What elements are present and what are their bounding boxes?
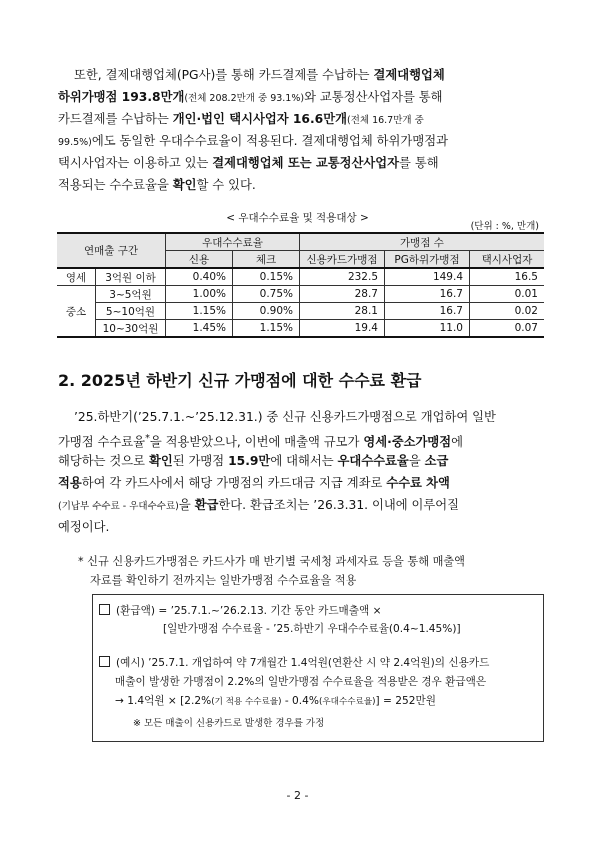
text-line: 또한, 결제대행업체(PG사)를 통해 카드결제를 수납하는 결제대행업체 <box>74 68 445 82</box>
row-pg-count: 16.7 <box>385 303 470 320</box>
text-line: 99.5%)에도 동일한 우대수수료율이 적용된다. 결제대행업체 하위가맹점과 <box>58 134 448 148</box>
row-credit-rate: 1.15% <box>166 303 233 320</box>
box-line: → 1.4억원 × [2.2%(기 적용 수수료율) - 0.4%(우대수수료율)] = 252만원 <box>115 695 436 707</box>
table-row <box>57 268 544 286</box>
text-line: 예정이다. <box>58 520 110 534</box>
row-taxi-count: 0.01 <box>470 286 545 303</box>
row-pg-count: 16.7 <box>385 286 470 303</box>
row-card-count: 232.5 <box>300 268 385 286</box>
row-range: 5~10억원 <box>96 303 166 320</box>
box-line: [일반가맹점 수수료율 - ’25.하반기 우대수수료율(0.4~1.45%)] <box>163 623 461 635</box>
subheader-check: 체크 <box>233 251 300 269</box>
paragraph-refund <box>58 406 541 538</box>
row-taxi-count: 0.07 <box>470 320 545 338</box>
header-sales-range: 연매출 구간 <box>57 233 166 268</box>
row-card-count: 28.1 <box>300 303 385 320</box>
row-pg-count: 149.4 <box>385 268 470 286</box>
subheader-taxi: 택시사업자 <box>470 251 545 269</box>
checkbox-icon <box>99 604 110 615</box>
table-row <box>57 286 544 303</box>
text-line: 하위가맹점 193.8만개(전체 208.2만개 중 93.1%)와 교통정산사업자를 통해 <box>58 90 443 104</box>
text-line: 카드결제를 수납하는 개인·법인 택시사업자 16.6만개(전체 16.7만개 중 <box>58 112 424 126</box>
row-credit-rate: 1.45% <box>166 320 233 338</box>
text-line: 택시사업자는 이용하고 있는 결제대행업체 또는 교통정산사업자를 통해 <box>58 156 439 170</box>
box-line: (예시) ’25.7.1. 개업하여 약 7개월간 1.4억원(연환산 시 약 2.4억원)의 신용카드 <box>99 655 489 670</box>
text-line: 적용되는 수수료율을 확인할 수 있다. <box>58 178 256 192</box>
text-line: 가맹점 수수료율*을 적용받았으나, 이번에 매출액 규모가 영세·중소가맹점에 <box>58 433 464 450</box>
checkbox-icon <box>99 656 110 667</box>
row-pg-count: 11.0 <box>385 320 470 338</box>
paragraph-pg-taxi <box>58 64 541 196</box>
row-credit-rate: 0.40% <box>166 268 233 286</box>
row-range: 10~30억원 <box>96 320 166 338</box>
box-line: (환급액) = ’25.7.1.~’26.2.13. 기간 동안 카드매출액 × <box>99 603 382 618</box>
row-taxi-count: 16.5 <box>470 268 545 286</box>
table-row <box>57 303 544 320</box>
text-line: (기납부 수수료 - 우대수수료)을 환급한다. 환급조치는 ’26.3.31. 이내에 이루어질 <box>58 498 460 512</box>
table-header-row <box>57 233 544 251</box>
row-credit-rate: 1.00% <box>166 286 233 303</box>
subheader-pg-merchant: PG하위가맹점 <box>385 251 470 269</box>
row-group: 중소 <box>57 286 96 338</box>
row-check-rate: 1.15% <box>233 320 300 338</box>
footnote-line: * 신규 신용카드가맹점은 카드사가 매 반기별 국세청 과세자료 등을 통해 매출액 <box>78 555 465 568</box>
row-check-rate: 0.90% <box>233 303 300 320</box>
page-number: - 2 - <box>286 789 309 802</box>
row-card-count: 28.7 <box>300 286 385 303</box>
subheader-card-merchant: 신용카드가맹점 <box>300 251 385 269</box>
section-heading: 2. 2025년 하반기 신규 가맹점에 대한 수수료 환급 <box>58 371 422 390</box>
footnote <box>78 552 548 590</box>
box-note: ※ 모든 매출이 신용카드로 발생한 경우를 가정 <box>133 718 325 729</box>
table-row <box>57 320 544 338</box>
row-card-count: 19.4 <box>300 320 385 338</box>
fee-rate-table <box>57 232 544 338</box>
row-check-rate: 0.75% <box>233 286 300 303</box>
row-group: 영세 <box>57 268 96 286</box>
text-line: 해당하는 것으로 확인된 가맹점 15.9만에 대해서는 우대수수료율을 소급 <box>58 454 449 468</box>
row-range: 3~5억원 <box>96 286 166 303</box>
footnote-line: 자료를 확인하기 전까지는 일반가맹점 수수료율을 적용 <box>90 574 357 587</box>
row-check-rate: 0.15% <box>233 268 300 286</box>
text-line: 적용하여 각 카드사에서 해당 가맹점의 카드대금 지급 계좌로 수수료 차액 <box>58 476 450 490</box>
header-preferential-rate: 우대수수료율 <box>166 233 300 251</box>
table-title: < 우대수수료율 및 적용대상 > <box>226 212 369 224</box>
text-line: ’25.하반기(’25.7.1.~’25.12.31.) 중 신규 신용카드가맹점으로 개업하여 일반 <box>74 410 496 424</box>
box-line: 매출이 발생한 가맹점이 2.2%의 일반가맹점 수수료율을 적용받은 경우 환급액은 <box>115 676 487 688</box>
refund-calculation-box <box>92 594 544 742</box>
row-range: 3억원 이하 <box>96 268 166 286</box>
header-merchant-count: 가맹점 수 <box>300 233 545 251</box>
table-unit: (단위 : %, 만개) <box>470 221 539 232</box>
subheader-credit: 신용 <box>166 251 233 269</box>
row-taxi-count: 0.02 <box>470 303 545 320</box>
